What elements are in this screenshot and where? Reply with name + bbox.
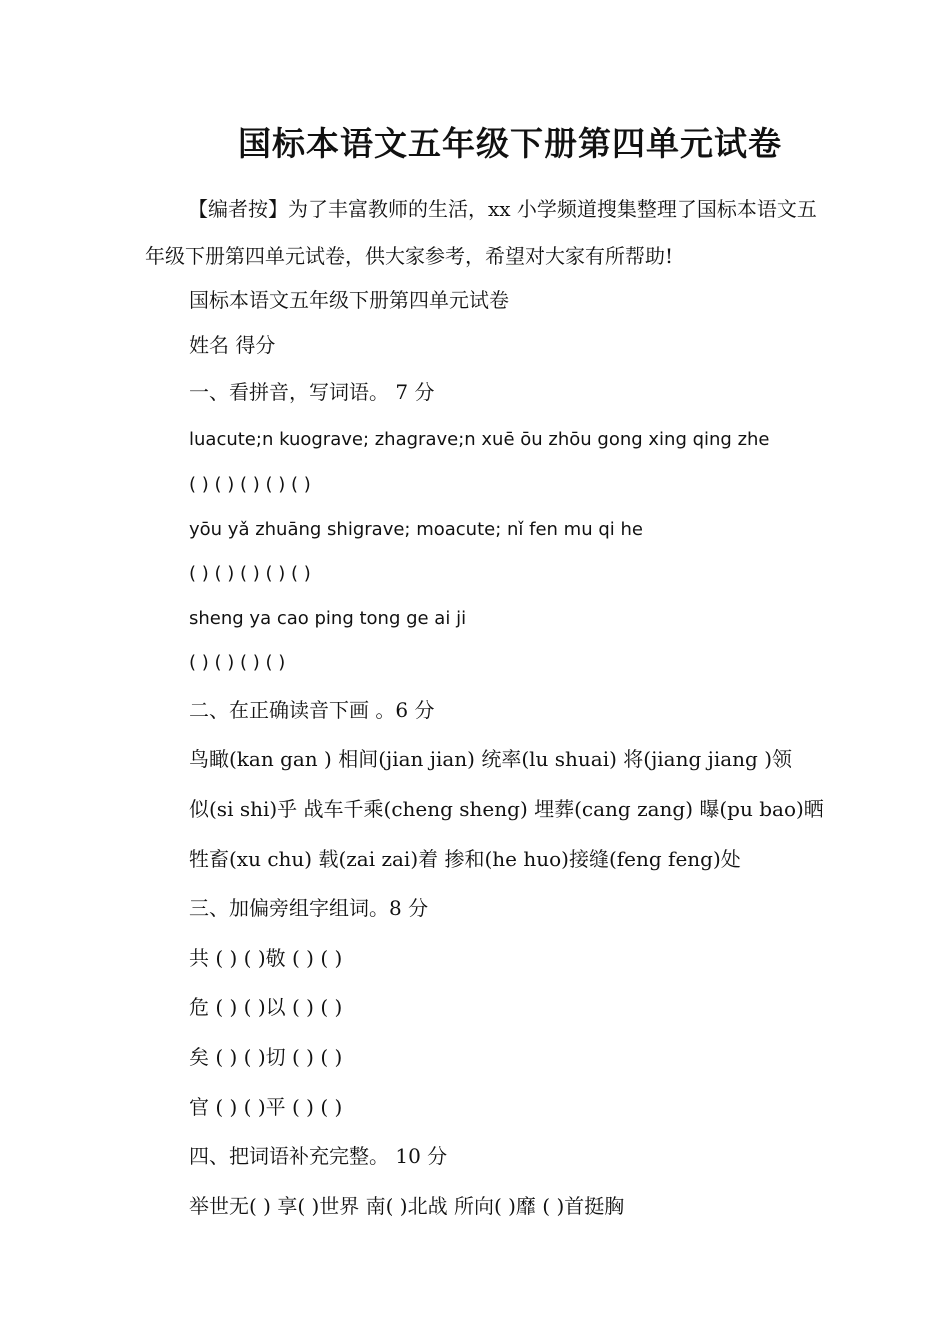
blanks-line-3: ( ) ( ) ( ) ( ) [189,652,286,673]
pinyin-line-1: luacute;n kuograve; zhagrave;n xuē ōu zhōu gong xing qing zhe [189,429,770,450]
blanks-line-1: ( ) ( ) ( ) ( ) ( ) [189,474,311,495]
reading-line-1: 鸟瞰(kan gan ) 相间(jian jian) 统率(lu shuai) 将(jiang jiang )领 [189,747,793,771]
section-4-heading: 四、把词语补充完整。 10 分 [189,1144,448,1168]
pinyin-line-2: yōu yǎ zhuāng shigrave; moacute; nǐ fen mu qi he [189,519,643,540]
pinyin-line-3: sheng ya cao ping tong ge ai ji [189,608,467,629]
reading-line-3: 牲畜(xu chu) 载(zai zai)着 掺和(he huo)接缝(feng feng)处 [189,847,741,871]
radical-line-1: 共 ( ) ( )敬 ( ) ( ) [189,946,343,970]
name-score-line: 姓名 得分 [189,333,276,357]
blanks-line-2: ( ) ( ) ( ) ( ) ( ) [189,563,311,584]
radical-line-4: 官 ( ) ( )平 ( ) ( ) [189,1095,343,1119]
reading-line-2: 似(si shi)乎 战车千乘(cheng sheng) 埋葬(cang zang) 曝(pu bao)晒 [189,797,824,821]
radical-line-2: 危 ( ) ( )以 ( ) ( ) [189,995,343,1019]
section-1-heading: 一、看拼音，写词语。 7 分 [189,380,435,404]
idiom-line-1: 举世无( ) 享( )世界 南( )北战 所向( )靡 ( )首挺胸 [189,1194,625,1218]
radical-line-3: 矣 ( ) ( )切 ( ) ( ) [189,1045,343,1069]
document-title: 国标本语文五年级下册第四单元试卷 [238,124,782,163]
editor-note-paragraph: 【编者按】为了丰富教师的生活，xx 小学频道搜集整理了国标本语文五年级下册第四单元试卷，供大家参考，希望对大家有所帮助! [145,197,817,268]
subtitle-line: 国标本语文五年级下册第四单元试卷 [189,288,509,312]
section-2-heading: 二、在正确读音下画 。6 分 [189,698,435,722]
section-3-heading: 三、加偏旁组字组词。8 分 [189,896,429,920]
